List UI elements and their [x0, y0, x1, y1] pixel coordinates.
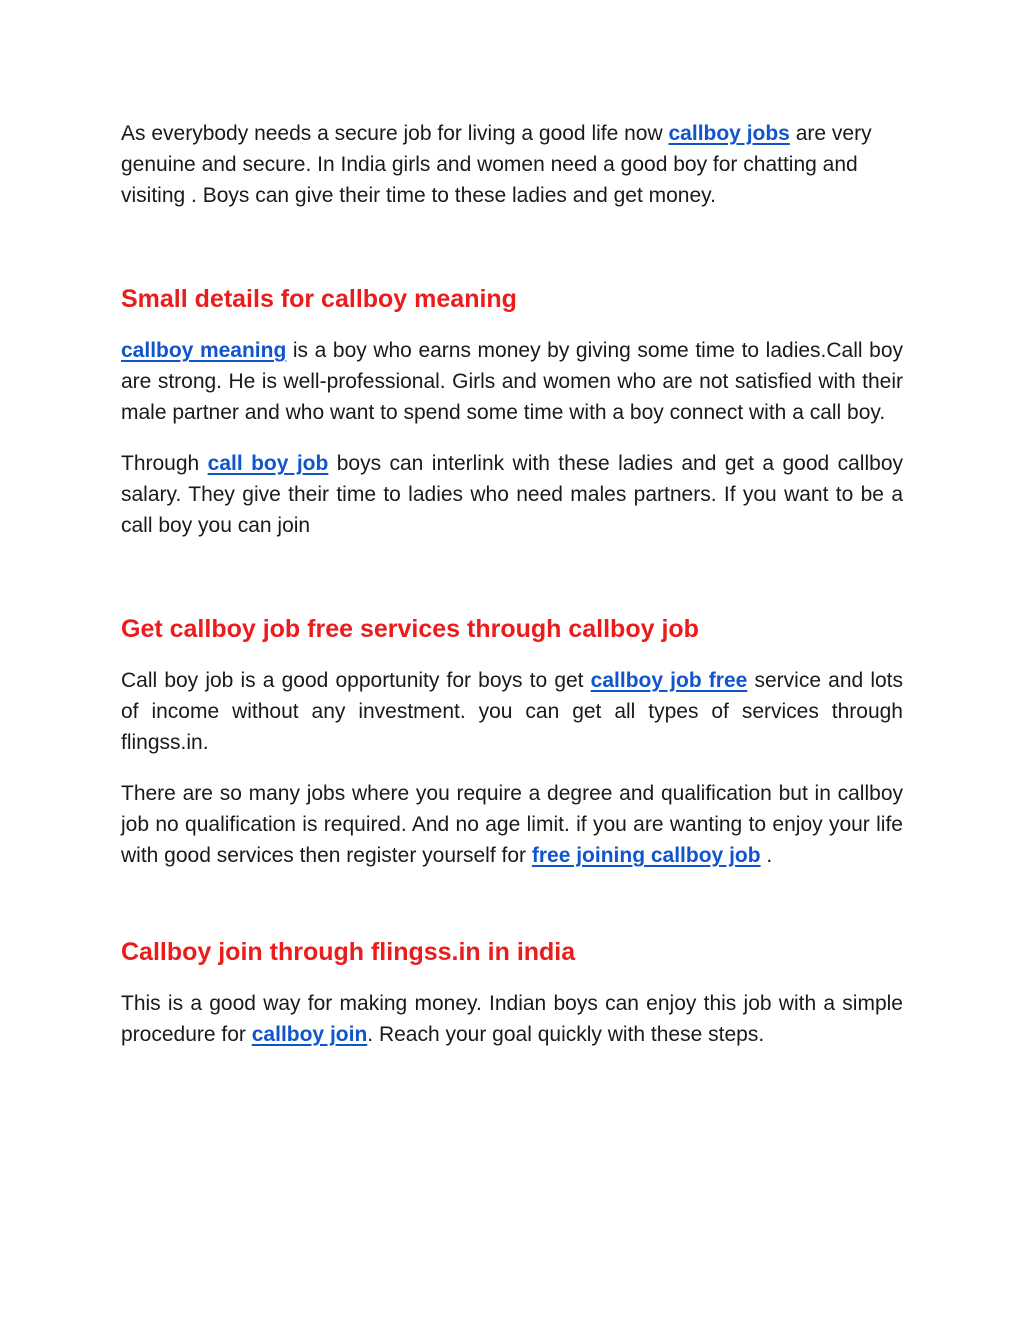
heading-callboy-meaning: Small details for callboy meaning: [121, 285, 517, 313]
free-service-paragraph: [121, 665, 903, 758]
call-boy-job-link[interactable]: call boy job: [207, 452, 329, 475]
intro-paragraph: [121, 118, 903, 211]
callboy-meaning-text: is a boy who earns money by giving some time to ladies.Call boy are strong. He is well-professional. Girls and women who are not satisfied with their male partner and who want to spend some time with a boy connect with a call boy.: [121, 339, 903, 424]
callboy-join-text-end: . Reach your goal quickly with these steps.: [367, 1023, 765, 1046]
call-boy-job-paragraph: [121, 448, 903, 541]
heading-callboy-join: Callboy join through flingss.in in india: [121, 938, 576, 966]
callboy-join-text-start: This is a good way for making money. Indian boys can enjoy this job with a simple procedure for: [121, 992, 903, 1046]
intro-text-end: are very genuine and secure. In India girls and women need a good boy for chatting and visiting . Boys can give their time to these ladies and get money.: [121, 122, 872, 207]
callboy-jobs-link[interactable]: callboy jobs: [668, 122, 790, 145]
callboy-join-link[interactable]: callboy join: [251, 1023, 368, 1046]
intro-text-start: As everybody needs a secure job for living a good life now: [121, 122, 669, 145]
qualification-text-end: .: [760, 844, 773, 867]
call-boy-job-text-start: Through: [121, 452, 208, 475]
callboy-job-free-link[interactable]: callboy job free: [590, 669, 748, 692]
qualification-paragraph: [121, 778, 903, 871]
heading-free-services: Get callboy job free services through callboy job: [121, 615, 699, 643]
free-service-text-start: Call boy job is a good opportunity for boys to get: [121, 669, 591, 692]
qualification-text-start: There are so many jobs where you require a degree and qualification but in callboy job no qualification is required. And no age limit. if you are wanting to enjoy your life with good services then register yourself for: [121, 782, 903, 867]
callboy-meaning-link[interactable]: callboy meaning: [121, 339, 287, 362]
callboy-meaning-paragraph: [121, 335, 903, 428]
document-page: [121, 118, 903, 1050]
call-boy-job-text-end: boys can interlink with these ladies and get a good callboy salary. They give their time to ladies who need males partners. If you want to be a call boy you can join: [121, 452, 904, 537]
free-joining-callboy-job-link[interactable]: free joining callboy job: [531, 844, 761, 867]
free-service-text-end: service and lots of income without any investment. you can get all types of services through flingss.in.: [121, 669, 904, 754]
callboy-join-paragraph: [121, 988, 903, 1050]
